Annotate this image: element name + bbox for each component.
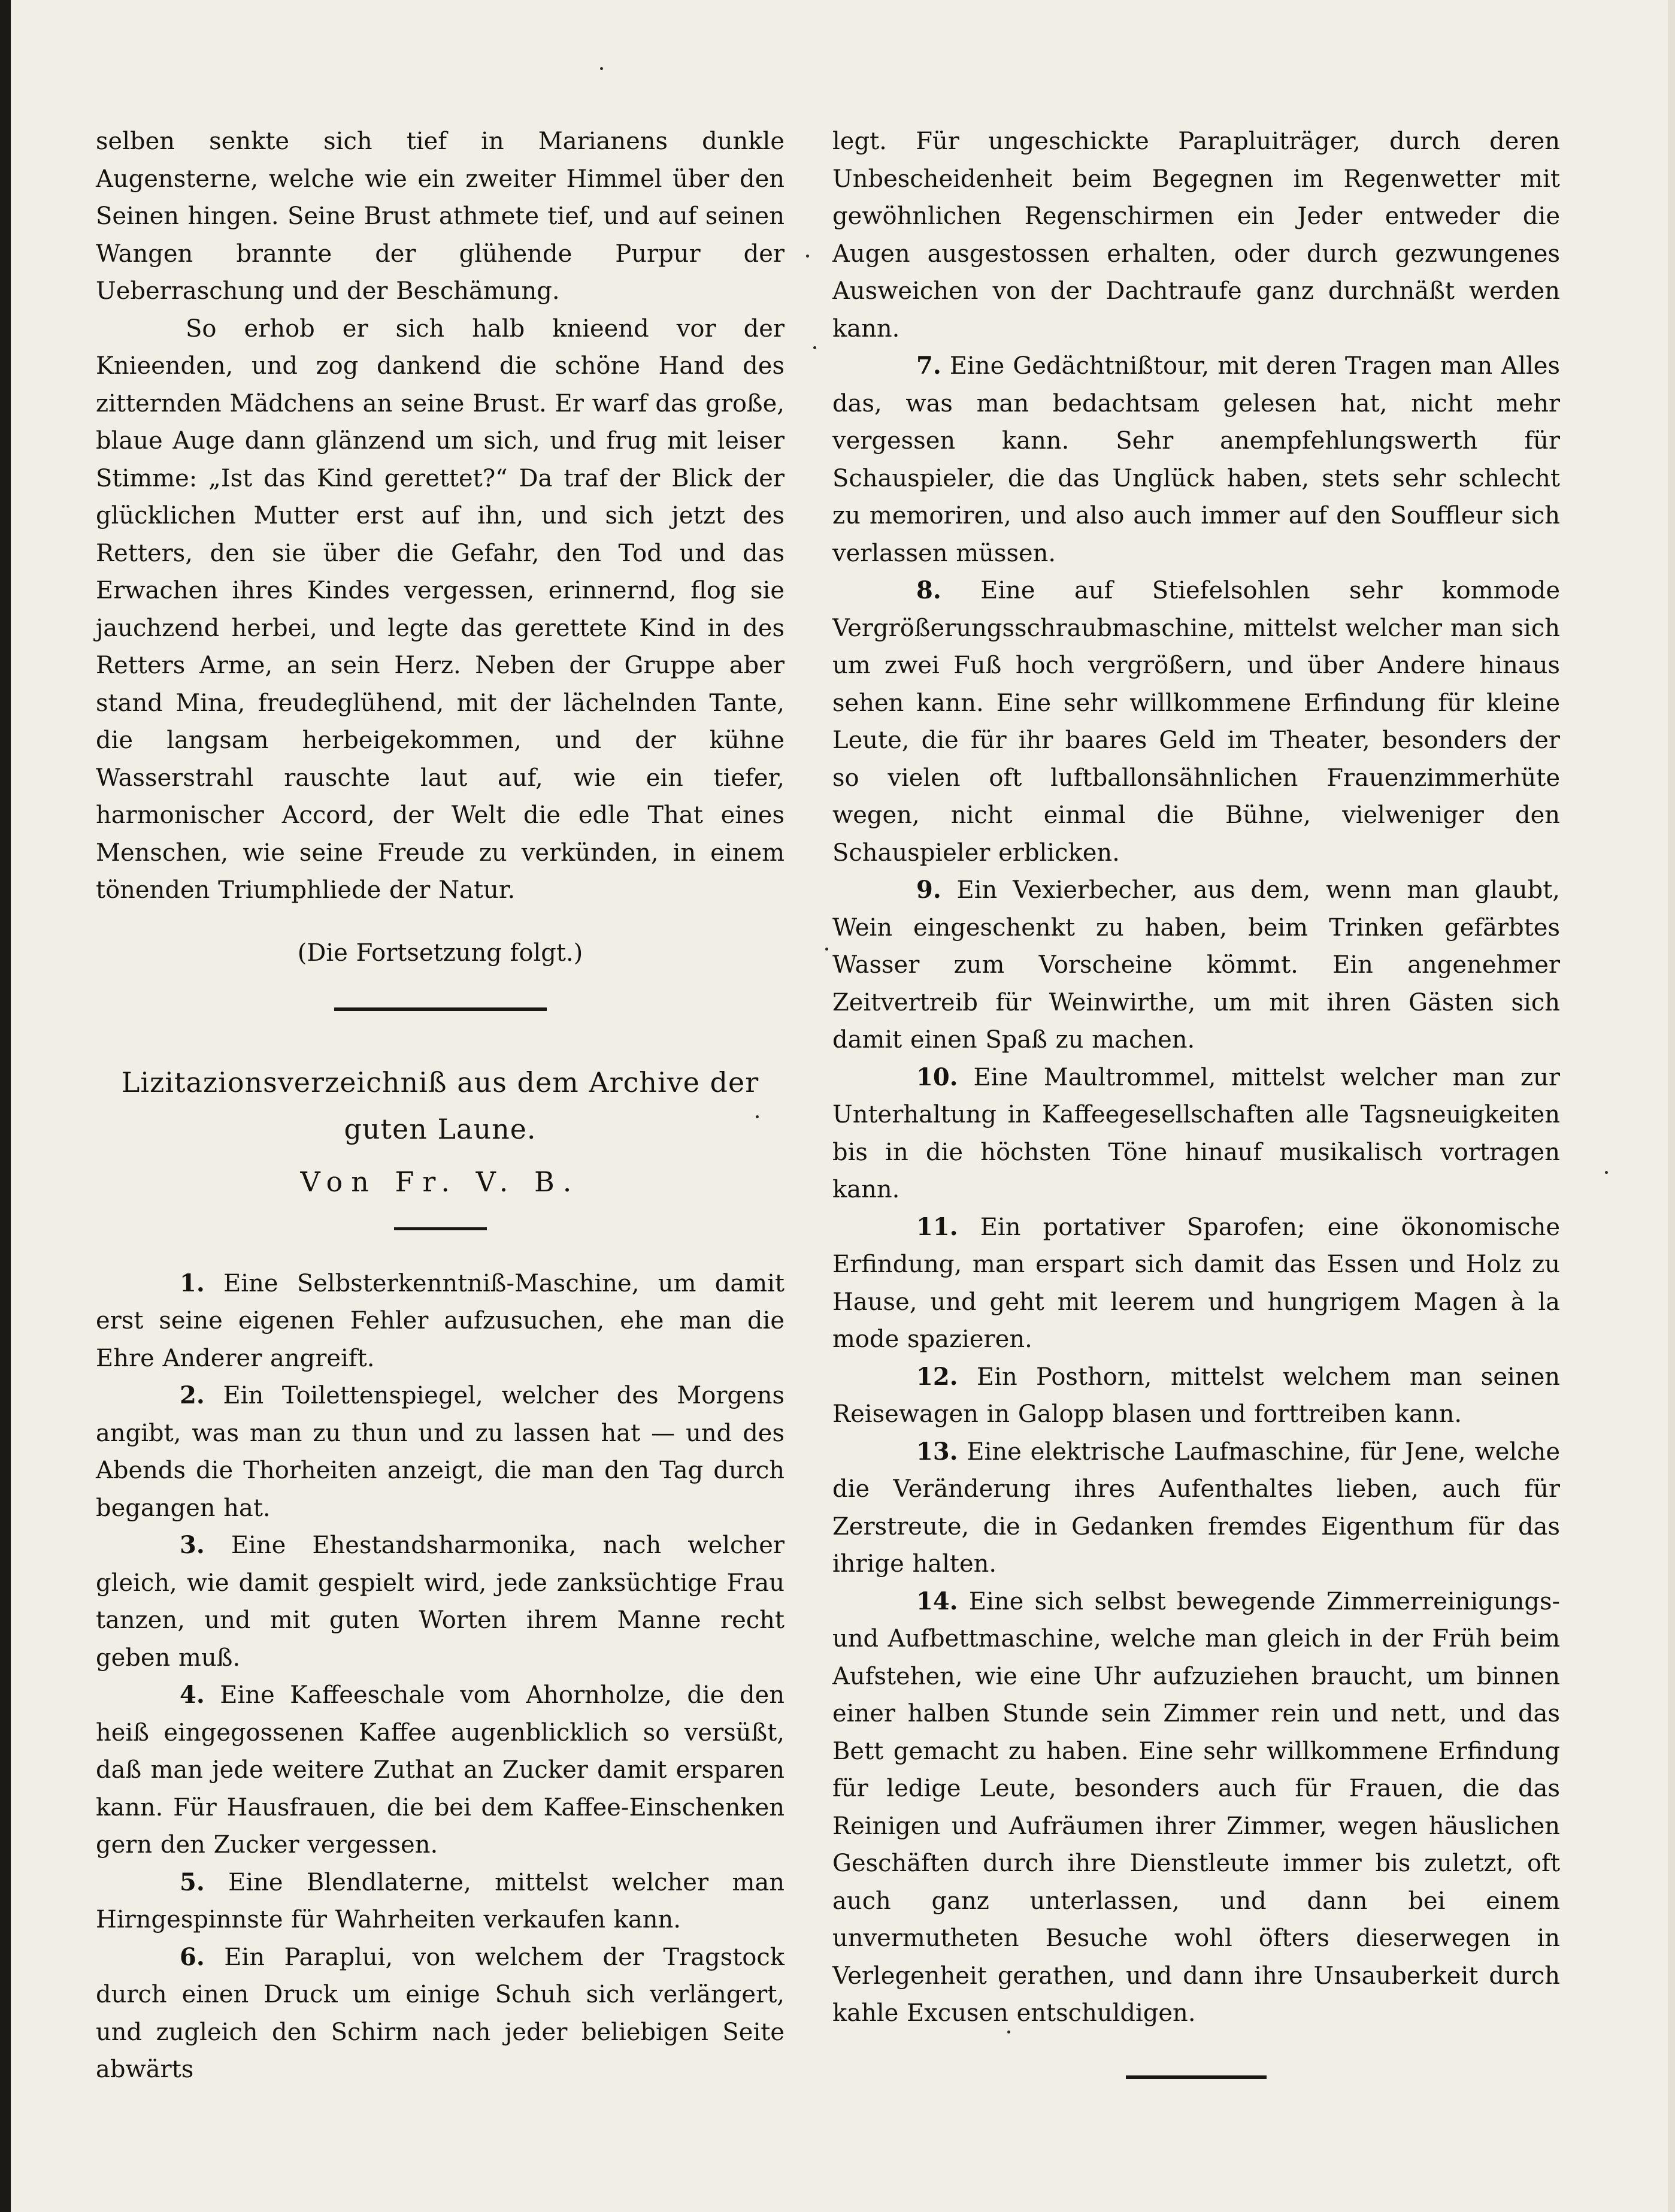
item-text: Ein Vexierbecher, aus dem, wenn man glaubt, Wein eingeschenkt zu haben, beim Trinken gefärbtes Wasser zum Vorscheine kömmt. Ein angenehmer Zeitvertreib für Weinwirthe, um mit ihren Gästen sich damit einen Spaß zu machen. [832, 876, 1560, 1054]
story-paragraph: selben senkte sich tief in Marianens dunkle Augensterne, welche wie ein zweiter Himmel über den Seinen hingen. Seine Brust athmete tief, und auf seinen Wangen brannte der glühende Purpur der Ueberraschung und der Beschämung. [96, 128, 785, 305]
item-number: 11. [916, 1212, 958, 1241]
item-number: 12. [916, 1362, 958, 1391]
item-text: Ein Toilettenspiegel, welcher des Morgens angibt, was man zu thun und zu lassen hat — und des Abends die Thorheiten anzeigt, die man den Tag durch begangen hat. [96, 1382, 785, 1522]
item-text: Eine elektrische Laufmaschine, für Jene, welche die Veränderung ihres Aufenthaltes lieben, auch für Zerstreute, die in Gedanken fremdes Eigenthum für das ihrige halten. [832, 1438, 1560, 1578]
item-text: Eine auf Stiefelsohlen sehr kommode Vergrößerungsschraubmaschine, mittelst welcher man sich um zwei Fuß hoch vergrößern, und über Andere hinaus sehen kann. Eine sehr willkommene Erfindung für kleine Leute, die für ihr baares Geld im Theater, besonders der so vielen oft luftballonsähnlichen Frauenzimmerhüte wegen, nicht einmal die Bühne, vielweniger den Schauspieler erblicken. [832, 577, 1560, 867]
list-item [96, 1377, 785, 1527]
ink-speck [813, 346, 816, 349]
item-number: 6. [180, 1942, 205, 1971]
ink-speck [1007, 2031, 1010, 2034]
item-text: Eine Maultrommel, mittelst welcher man zur Unterhaltung in Kaffeegesellschaften alle Tagsneuigkeiten bis in die höchsten Töne hinauf musikalisch vortragen kann. [832, 1063, 1560, 1203]
list-item [96, 1677, 785, 1864]
item-continuation: legt. Für ungeschickte Parapluiträger, durch deren Unbescheidenheit beim Begegnen im Regenwetter mit gewöhnlichen Regenschirmen ein Jeder entweder die Augen ausgestossen erhalten, oder durch gezwungenes Ausweichen von der Dachtraufe ganz durchnäßt werden kann. [832, 128, 1560, 343]
item-text: Eine Gedächtnißtour, mit deren Tragen man Alles das, was man bedachtsam gelesen hat, nicht mehr vergessen kann. Sehr anempfehlungswerth für Schauspieler, die das Unglück haben, stets sehr schlecht zu memoriren, und also auch immer auf den Souffleur sich verlassen müssen. [832, 352, 1560, 567]
item-text: Ein portativer Sparofen; eine ökonomische Erfindung, man erspart sich damit das Essen und Holz zu Hause, und geht mit leerem und hungrigem Magen à la mode spazieren. [832, 1213, 1561, 1353]
item-number: 13. [916, 1437, 958, 1466]
item-text: Eine sich selbst bewegende Zimmerreinigungs- und Aufbettmaschine, welche man gleich in der Früh beim Aufstehen, wie eine Uhr aufzuziehen braucht, um binnen einer halben Stunde sein Zimmer rein und nett, und das Bett gemacht zu haben. Eine sehr willkommene Erfindung für ledige Leute, besonders auch für Frauen, die das Reinigen und Aufräumen ihrer Zimmer, wegen häuslichen Geschäften durch ihre Dienstleute immer bis zuletzt, oft auch ganz unterlassen, und dann bei einem unvermutheten Besuche wohl öfters dieserwegen in Verlegenheit gerathen, und dann ihre Unsauberkeit durch kahle Excusen entschuldigen. [832, 1587, 1560, 2027]
item-number: 4. [180, 1681, 205, 1709]
item-number: 9. [916, 876, 941, 904]
item-text: Eine Kaffeeschale vom Ahornholze, die den heiß eingegossenen Kaffee augenblicklich so versüßt, daß man jede weitere Zuthat an Zucker damit ersparen kann. Für Hausfrauen, die bei dem Kaffee-Einschenken gern den Zucker vergessen. [96, 1681, 785, 1859]
article-title: Lizitazionsverzeichniß aus dem Archive der guten Laune. [121, 1066, 759, 1145]
item-number: 2. [180, 1381, 205, 1409]
right-column [832, 123, 1560, 2079]
list-item [96, 1864, 785, 1939]
scan-edge-right [1668, 0, 1675, 2212]
item-text: Ein Posthorn, mittelst welchem man seinen Reisewagen in Galopp blasen und forttreiben kann. [832, 1363, 1560, 1428]
section-divider [334, 1007, 547, 1011]
item-number: 14. [916, 1587, 958, 1615]
item-text: Eine Blendlaterne, mittelst welcher man Hirngespinnste für Wahrheiten verkaufen kann. [96, 1868, 785, 1933]
continuation-note: (Die Fortsetzung folgt.) [297, 939, 583, 967]
item-number: 1. [180, 1269, 205, 1297]
list-item [96, 1265, 785, 1378]
item-number: 8. [916, 576, 941, 604]
list-item [96, 1527, 785, 1677]
list-item [832, 347, 1560, 572]
list-item [832, 1583, 1560, 2032]
item-number: 5. [180, 1868, 205, 1896]
left-column [96, 123, 785, 2089]
ink-speck [806, 255, 809, 258]
end-divider [1126, 2075, 1267, 2079]
item-text: Ein Paraplui, von welchem der Tragstock durch einen Druck um einige Schuh sich verlängert, und zugleich den Schirm nach jeder beliebigen Seite abwärts [96, 1943, 785, 2083]
list-item [832, 1433, 1560, 1583]
title-divider [394, 1227, 487, 1230]
list-item [832, 572, 1560, 872]
item-number: 10. [916, 1063, 958, 1091]
item-text: Eine Selbsterkenntniß-Maschine, um damit erst seine eigenen Fehler aufzusuchen, ehe man die Ehre Anderer angreift. [96, 1269, 785, 1372]
ink-speck [600, 67, 603, 70]
ink-speck [1605, 1171, 1608, 1174]
ink-speck [825, 948, 828, 951]
item-number: 3. [180, 1531, 205, 1559]
item-text: Eine Ehestandsharmonika, nach welcher gleich, wie damit gespielt wird, jede zanksüchtige Frau tanzen, und mit guten Worten ihrem Manne recht geben muß. [96, 1532, 785, 1672]
ink-speck [756, 1115, 759, 1118]
list-item [832, 1358, 1560, 1433]
list-item [832, 1209, 1560, 1358]
item-number: 7. [916, 352, 941, 380]
article-author: Von Fr. V. B. [300, 1166, 580, 1198]
list-item [832, 1059, 1560, 1209]
story-paragraph: So erhob er sich halb knieend vor der Knieenden, und zog dankend die schöne Hand des zitternden Mädchens an seine Brust. Er warf das große, blaue Auge dann glänzend um sich, und frug mit leiser Stimme: „Ist das Kind gerettet?“ Da traf der Blick der glücklichen Mutter erst auf ihn, und sich jetzt des Retters, den sie über die Gefahr, den Tod und das Erwachen ihres Kindes vergessen, erinnernd, flog sie jauchzend herbei, und legte das gerettete Kind in des Retters Arme, an sein Herz. Neben der Gruppe aber stand Mina, freudeglühend, mit der lächelnden Tante, die langsam herbeigekommen, und der kühne Wasserstrahl rauschte laut auf, wie ein tiefer, harmonischer Accord, der Welt die edle That eines Menschen, wie seine Freude zu verkünden, in einem tönenden Triumphliede der Natur. [96, 314, 785, 904]
list-item [96, 1939, 785, 2089]
list-item [832, 872, 1560, 1059]
scan-edge-left [0, 0, 11, 2212]
